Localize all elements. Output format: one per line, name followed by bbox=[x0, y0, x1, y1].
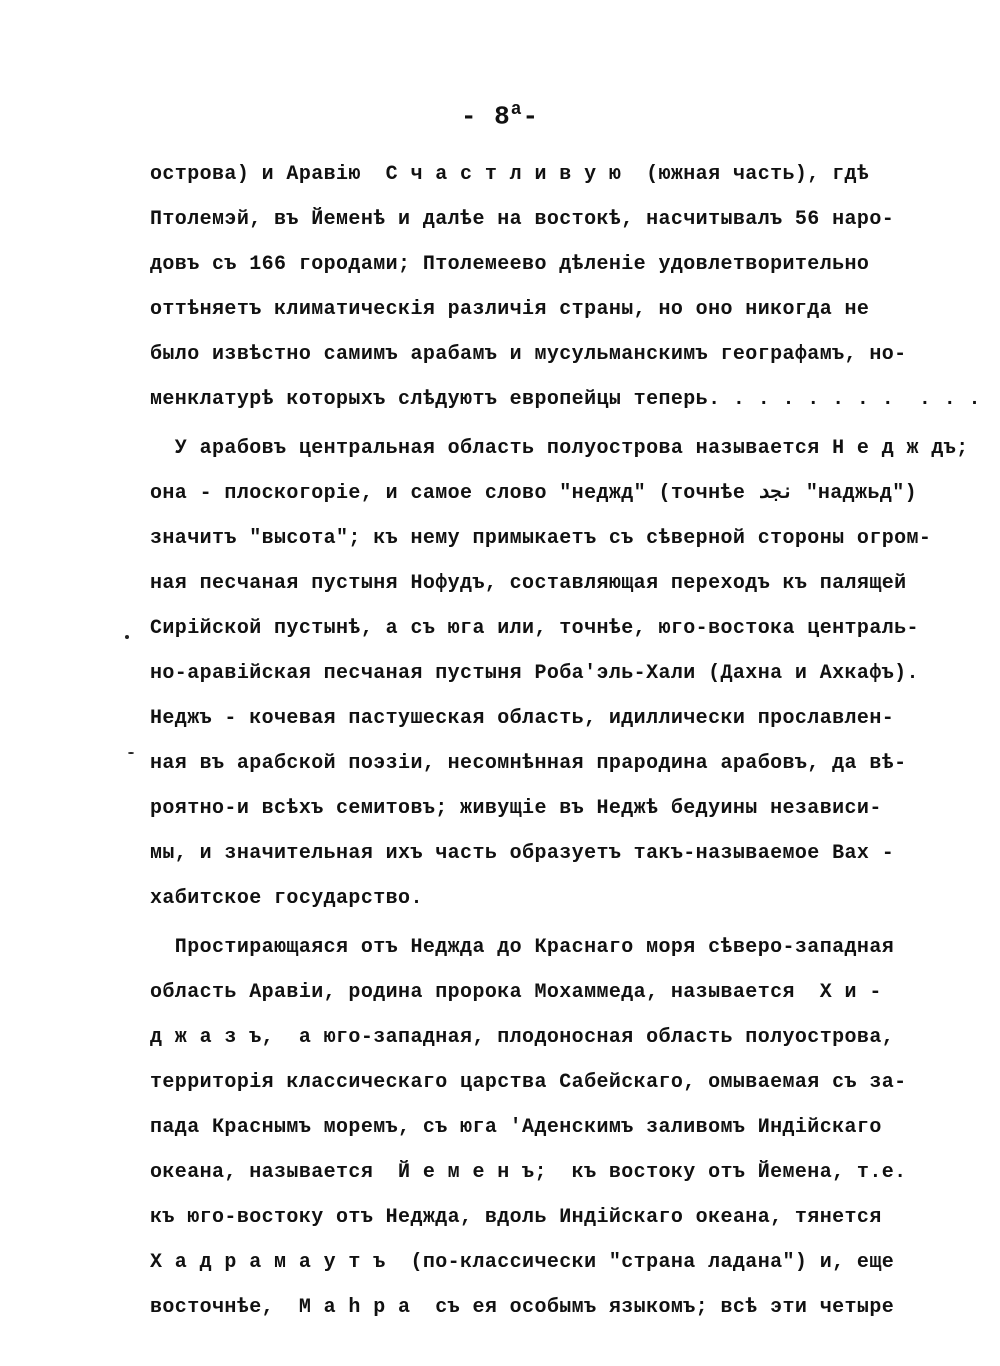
text-line: къ юго-востоку отъ Неджда, вдоль Индійскаго океана, тянется bbox=[150, 1206, 882, 1229]
text-line: область Аравіи, родина пророка Мохаммеда, называется Х и - bbox=[150, 981, 882, 1004]
text-line: оттѣняетъ климатическія различія страны, но оно никогда не bbox=[150, 298, 870, 321]
text-line: мы, и значительная ихъ часть образуетъ такъ-называемое Вах - bbox=[150, 842, 895, 865]
scan-speck bbox=[128, 752, 134, 754]
text-line: менклатурѣ которыхъ слѣдуютъ европейцы теперь. . . . . . . . . . . bbox=[150, 388, 981, 411]
text-line: Птолемэй, въ Йеменѣ и далѣе на востокѣ, насчитывалъ 56 наро- bbox=[150, 208, 895, 231]
text-line: д ж а з ъ, а юго-западная, плодоносная область полуострова, bbox=[150, 1026, 895, 1049]
text-line: хабитское государство. bbox=[150, 887, 423, 910]
text-line: Простирающаяся отъ Неджда до Краснаго моря сѣверо-западная bbox=[150, 936, 895, 959]
text-line: Сирійской пустынѣ, а съ юга или, точнѣе, юго-востока централь- bbox=[150, 617, 919, 640]
text-line: Х а д р а м а у т ъ (по-классически "страна ладана") и, еще bbox=[150, 1251, 895, 1274]
body-text bbox=[150, 152, 981, 1330]
text-line: территорія классическаго царства Сабейскаго, омываемая съ за- bbox=[150, 1071, 907, 1094]
text-line: значитъ "высота"; къ нему примыкаетъ съ сѣверной стороны огром- bbox=[150, 527, 932, 550]
scan-speck bbox=[125, 635, 129, 639]
text-line: Неджъ - кочевая пастушеская область, идиллически прославлен- bbox=[150, 707, 895, 730]
text-line: острова) и Аравію С ч а с т л и в у ю (южная часть), гдѣ bbox=[150, 163, 870, 186]
page-number-superscript: а bbox=[510, 100, 523, 120]
text-line: У арабовъ центральная область полуострова называется Н е д ж дъ; bbox=[150, 437, 969, 460]
text-line: океана, называется Й е м е н ъ; къ востоку отъ Йемена, т.е. bbox=[150, 1161, 907, 1184]
text-line: ная въ арабской поэзіи, несомнѣнная прародина арабовъ, да вѣ- bbox=[150, 752, 907, 775]
text-line: было извѣстно самимъ арабамъ и мусульманскимъ географамъ, но- bbox=[150, 343, 907, 366]
text-line: она - плоскогоріе, и самое слово "неджд" (точнѣе نجد "наджьд") bbox=[150, 482, 918, 505]
text-line: но-аравійская песчаная пустыня Роба'эль-Хали (Дахна и Ахкафъ). bbox=[150, 662, 919, 685]
text-line: ная песчаная пустыня Нофудъ, составляющая переходъ къ палящей bbox=[150, 572, 907, 595]
page-number bbox=[0, 100, 1000, 132]
text-line: довъ съ 166 городами; Птолемеево дѣленіе удовлетворительно bbox=[150, 253, 870, 276]
page-number-text: - 8 bbox=[460, 101, 511, 132]
text-line: пада Краснымъ моремъ, съ юга 'Аденскимъ заливомъ Индійскаго bbox=[150, 1116, 882, 1139]
text-line: восточнѣе, М а h р а съ ея особымъ языкомъ; всѣ эти четыре bbox=[150, 1296, 895, 1319]
text-line: роятно-и всѣхъ семитовъ; живущіе въ Неджѣ бедуины независи- bbox=[150, 797, 882, 820]
page-number-suffix: - bbox=[522, 101, 540, 132]
